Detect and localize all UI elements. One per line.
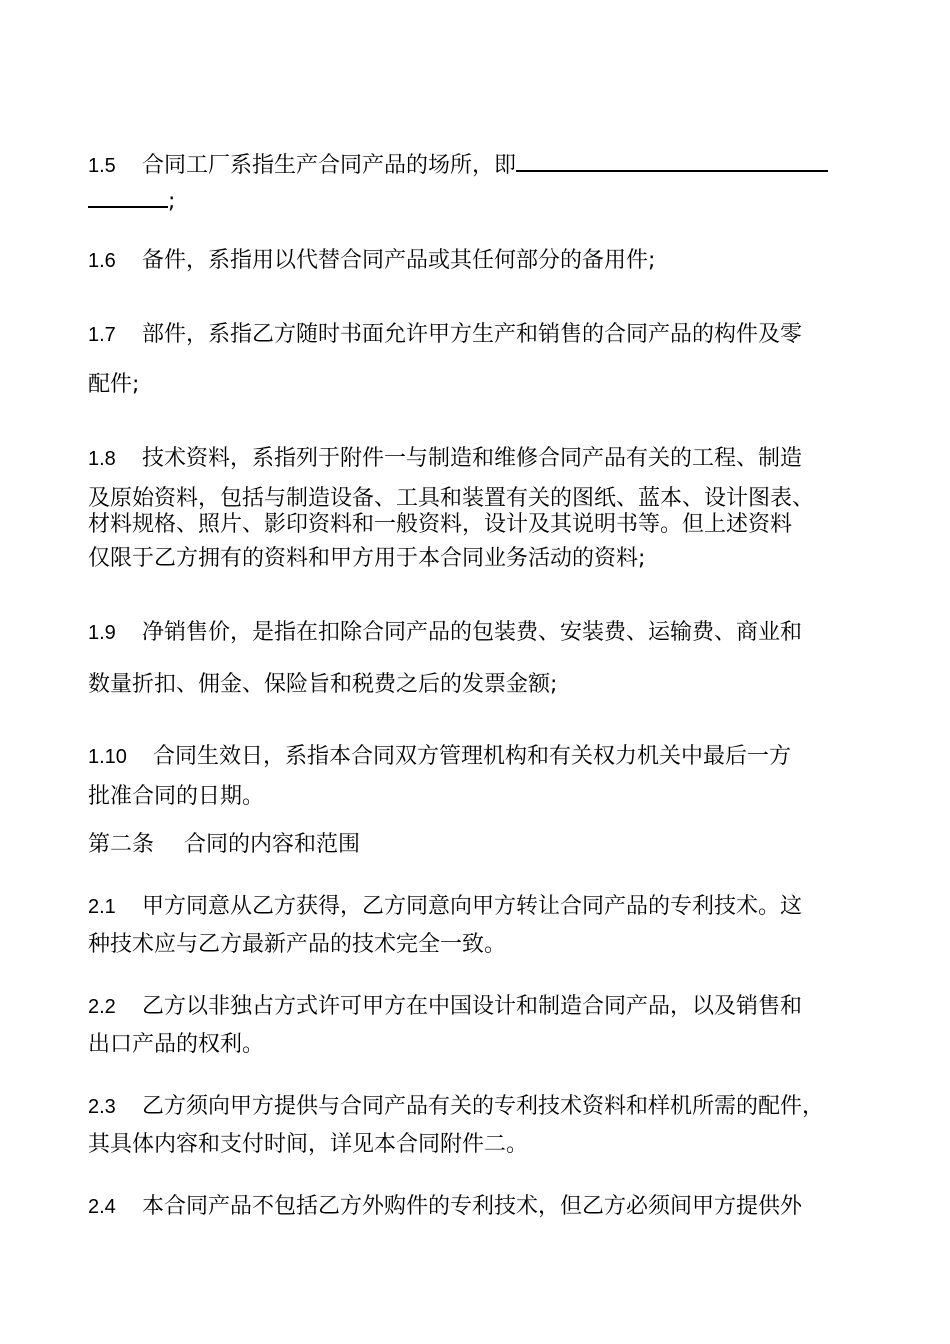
clause-1-8-line-4 (88, 544, 878, 574)
clause-1-6 (88, 246, 878, 276)
clause-text: 净销售价，是指在扣除合同产品的包装费、安装费、运输费、商业和 (142, 620, 803, 645)
fill-in-blank-continued[interactable] (88, 182, 168, 208)
clause-1-9-line-1 (88, 618, 878, 648)
clause-number: 2.3 (88, 1096, 116, 1118)
clause-text: 备件，系指用以代替合同产品或其任何部分的备用件; (142, 248, 656, 273)
article-number: 第二条 (88, 832, 155, 857)
clause-text: 技术资料，系指列于附件一与制造和维修合同产品有关的工程、制造 (142, 446, 803, 471)
clause-1-5-line-2 (88, 182, 878, 217)
article-title: 合同的内容和范围 (184, 832, 361, 857)
clause-number: 1.9 (88, 622, 116, 644)
clause-2-1-line-1 (88, 892, 878, 922)
clause-text: 种技术应与乙方最新产品的技术完全一致。 (88, 932, 507, 957)
clause-text: 乙方以非独占方式许可甲方在中国设计和制造合同产品，以及销售和 (142, 994, 803, 1019)
clause-number: 1.6 (88, 250, 116, 272)
clause-tail: ; (168, 189, 176, 214)
clause-text: 及原始资料，包括与制造设备、工具和装置有关的图纸、蓝本、设计图表、 (88, 486, 815, 511)
clause-text: 数量折扣、佣金、保险旨和税费之后的发票金额; (88, 672, 558, 697)
clause-2-1-line-2 (88, 930, 878, 960)
clause-text: 部件，系指乙方随时书面允许甲方生产和销售的合同产品的构件及零 (142, 322, 803, 347)
clause-text: 合同工厂系指生产合同产品的场所，即 (142, 153, 517, 178)
clause-text: 批准合同的日期。 (88, 784, 265, 809)
fill-in-blank[interactable] (516, 146, 828, 172)
clause-number: 2.1 (88, 896, 116, 918)
clause-number: 1.10 (88, 746, 127, 768)
clause-1-7-line-2 (88, 370, 878, 400)
clause-1-10-line-2 (88, 782, 878, 812)
clause-text: 本合同产品不包括乙方外购件的专利技术，但乙方必须间甲方提供外 (142, 1194, 803, 1219)
clause-1-10-line-1 (88, 742, 878, 772)
clause-text: 合同生效日，系指本合同双方管理机构和有关权力机关中最后一方 (153, 744, 792, 769)
clause-2-3-line-2 (88, 1130, 878, 1160)
clause-number: 2.2 (88, 996, 116, 1018)
article-2-heading (88, 830, 878, 860)
clause-1-7-line-1 (88, 320, 878, 350)
clause-text: 材料规格、照片、影印资料和一般资料，设计及其说明书等。但上述资料 (88, 512, 793, 537)
clause-number: 1.7 (88, 324, 116, 346)
clause-text: 甲方同意从乙方获得，乙方同意向甲方转让合同产品的专利技术。这 (142, 894, 803, 919)
clause-2-3-line-1 (88, 1092, 878, 1122)
clause-text: 乙方须向甲方提供与合同产品有关的专利技术资料和样机所需的配件， (142, 1094, 825, 1119)
clause-1-9-line-2 (88, 670, 878, 700)
clause-number: 1.5 (88, 155, 116, 177)
clause-1-8-line-3 (88, 510, 878, 540)
clause-text: 仅限于乙方拥有的资料和甲方用于本合同业务活动的资料; (88, 546, 646, 571)
clause-2-2-line-2 (88, 1030, 878, 1060)
clause-2-4-line-1 (88, 1192, 878, 1222)
clause-2-2-line-1 (88, 992, 878, 1022)
clause-text: 出口产品的权利。 (88, 1032, 265, 1057)
clause-1-5-line-1 (88, 146, 878, 181)
clause-1-8-line-1 (88, 444, 878, 474)
clause-number: 1.8 (88, 448, 116, 470)
clause-text: 其具体内容和支付时间，详见本合同附件二。 (88, 1132, 529, 1157)
clause-text: 配件; (88, 372, 140, 397)
clause-number: 2.4 (88, 1196, 116, 1218)
